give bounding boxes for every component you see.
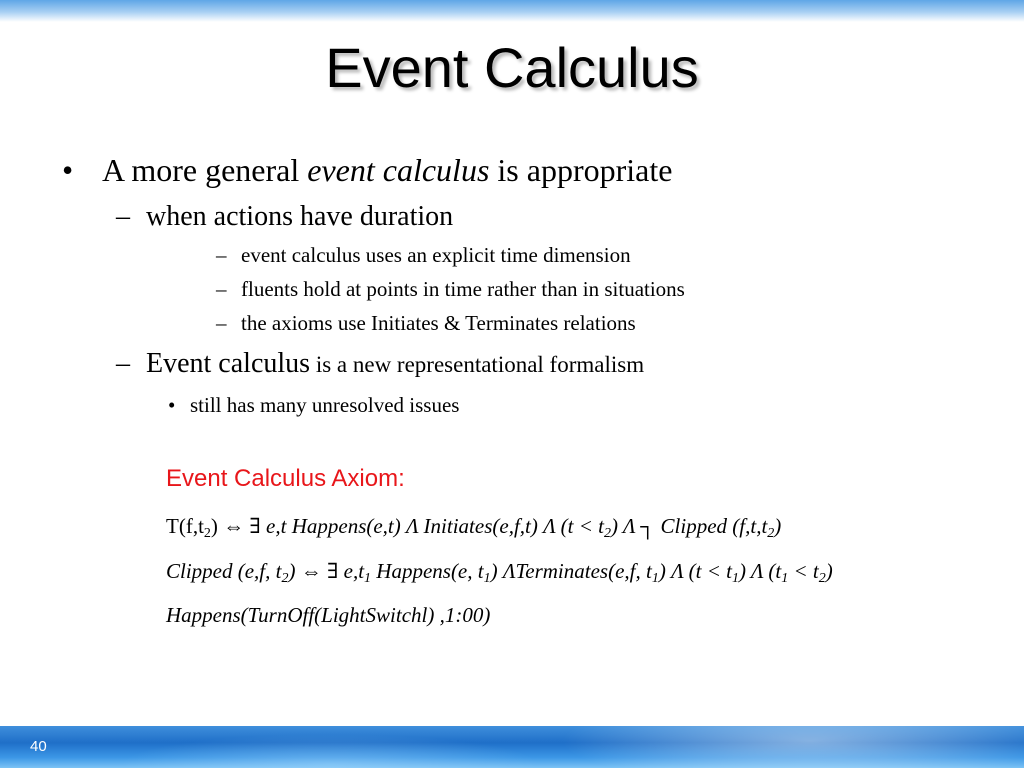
bullet-text: fluents hold at points in time rather than in situations — [241, 277, 685, 301]
formula-line-2: Clipped (e,f, $t_2$) ⇔ ∃ $e,t_1$ Happens(e, $t_1$) ΛTerminates(e,f, $t_1$) Λ $(t < t_1)$ Λ $(t_1 < t_2)$ — [166, 559, 833, 586]
bullet-text: A more general event calculus is appropriate — [102, 152, 673, 188]
bullet-text: when actions have duration — [146, 201, 454, 232]
bullet-level3 — [168, 391, 459, 419]
band-highlight — [560, 726, 1024, 768]
formula-line-1: $T(f,t_2)$ ⇔ ∃ e,t Happens(e,t) Λ Initiates(e,f,t) Λ $(t < t_2)$ Λ ┐ Clipped $(f,t,t_2)$ — [166, 514, 782, 541]
dash-marker: – — [216, 311, 227, 335]
dash-marker: – — [216, 243, 227, 267]
bottom-gradient-band — [0, 726, 1024, 768]
bullet-text: the axioms use Initiates & Terminates relations — [241, 311, 636, 335]
dash-marker: – — [116, 201, 130, 232]
bullet-level3 — [216, 309, 636, 337]
formula-line-3: Happens(TurnOff(LightSwitchl) ,1:00) — [166, 603, 491, 627]
bullet-text: event calculus uses an explicit time dimension — [241, 243, 631, 267]
bullet-marker: • — [62, 152, 74, 188]
top-gradient-band — [0, 0, 1024, 22]
dash-marker: – — [116, 348, 130, 379]
bullet-level2 — [116, 199, 453, 235]
band-highlight — [120, 734, 540, 768]
bullet-text: is a new representational formalism — [310, 352, 645, 377]
bullet-level2 — [116, 346, 644, 386]
axiom-heading: Event Calculus Axiom: — [166, 465, 405, 492]
bullet-level1 — [62, 148, 673, 192]
emphasis-text: event calculus — [307, 152, 490, 188]
bullet-marker: • — [168, 393, 176, 417]
bullet-lead-text: Event calculus — [146, 348, 311, 379]
dash-marker: – — [216, 277, 227, 301]
bullet-level3 — [216, 275, 685, 303]
slide-title: Event Calculus — [325, 36, 699, 99]
page-number: 40 — [30, 738, 47, 755]
bullet-level3 — [216, 241, 631, 269]
bullet-text: still has many unresolved issues — [190, 393, 460, 417]
